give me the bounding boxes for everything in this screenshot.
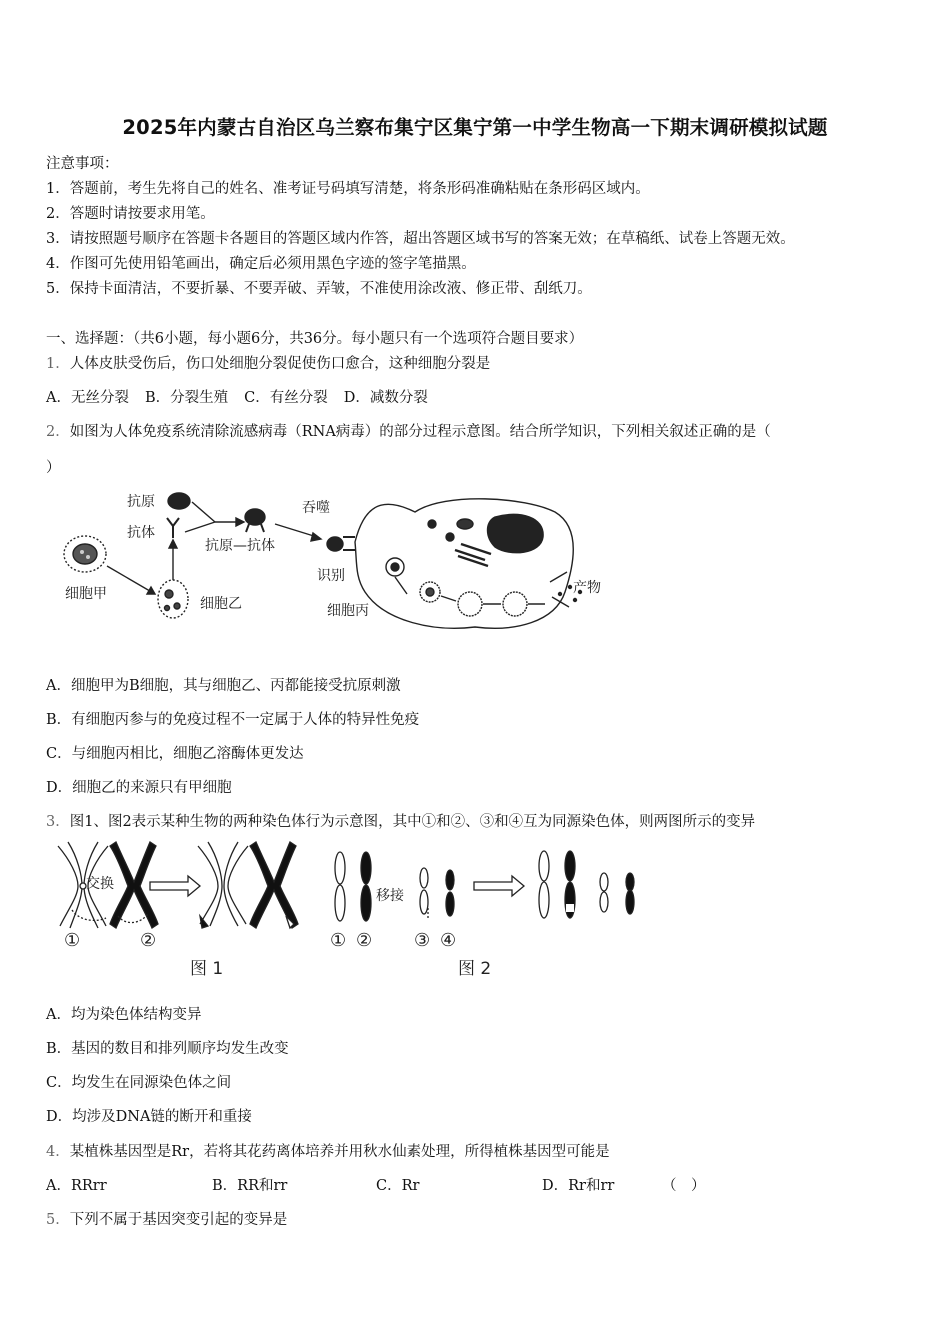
label-m2b: ②	[356, 930, 373, 951]
label-engulf: 吞噬	[302, 500, 330, 516]
option-d: D．减数分裂	[343, 390, 428, 406]
question-text: 如图为人体免疫系统清除流感病毒（RNA病毒）的部分过程示意图。结合所学知识，下列相关叙述正确的是（	[69, 424, 771, 440]
label-m1: ①	[64, 930, 81, 951]
option-a: A．无丝分裂	[46, 390, 129, 406]
q2-option-c: C．与细胞丙相比，细胞乙溶酶体更发达	[46, 746, 304, 762]
notice-heading: 注意事项：	[46, 156, 119, 172]
question-2	[46, 420, 771, 441]
q2-option-d: D．细胞乙的来源只有甲细胞	[46, 780, 232, 796]
fig1-arrow-icon	[150, 876, 200, 896]
q4-option-d: D．Rr和rr	[542, 1178, 615, 1194]
antibody-icon	[167, 518, 179, 538]
label-complex: 抗原—抗体	[205, 538, 275, 554]
q3-option-d: D．均涉及DNA链的断开和重接	[46, 1109, 252, 1125]
section-heading: 一、选择题：（共6小题，每小题6分，共36分。每小题只有一个选项符合题目要求）	[46, 331, 584, 347]
notice-item: 1．答题前，考生先将自己的姓名、准考证号码填写清楚，将条形码准确粘贴在条形码区域内。	[46, 181, 650, 197]
label-m4: ④	[440, 930, 457, 951]
question-5	[46, 1208, 287, 1229]
chromosome-fig2-result	[539, 851, 634, 918]
label-translocate: 移接	[376, 888, 404, 904]
q4-answer-bracket: （ ）	[662, 1178, 706, 1194]
question-text: 图1、图2表示某种生物的两种染色体行为示意图，其中①和②、③和④互为同源染色体，则两图所示的变异	[69, 814, 756, 830]
cell-c-membrane	[355, 499, 573, 628]
antigen-icon	[168, 493, 190, 509]
chromosome-fig2-pair	[335, 852, 454, 921]
label-recognize: 识别	[317, 568, 345, 584]
label-fig1: 图 1	[190, 959, 224, 979]
q3-option-c: C．均发生在同源染色体之间	[46, 1075, 232, 1091]
q4-option-c: C．Rr	[376, 1178, 420, 1194]
cell-b-icon	[158, 580, 188, 618]
label-fig2: 图 2	[458, 959, 492, 979]
label-cell-c: 细胞丙	[327, 603, 369, 619]
question-2-text-cont: ）	[46, 460, 61, 476]
question-number: 2．	[46, 424, 70, 440]
question-text: 下列不属于基因突变引起的变异是	[69, 1212, 288, 1228]
antigen-antibody-complex-icon	[245, 509, 265, 532]
label-antigen: 抗原	[127, 494, 155, 510]
question-number: 5．	[46, 1212, 70, 1228]
q3-option-a: A．均为染色体结构变异	[46, 1007, 202, 1023]
notice-item: 4．作图可先使用铅笔画出，确定后必须用黑色字迹的签字笔描黑。	[46, 256, 476, 272]
fig2-arrow-icon	[474, 876, 524, 896]
q2-option-b: B．有细胞丙参与的免疫过程不一定属于人体的特异性免疫	[46, 712, 420, 728]
question-3	[46, 810, 755, 831]
question-1	[46, 352, 490, 373]
notice-item: 3．请按照题号顺序在答题卡各题目的答题区域内作答，超出答题区域书写的答案无效；在草稿纸、试卷上答题无效。	[46, 231, 795, 247]
q4-option-a: A．RRrr	[46, 1178, 107, 1194]
question-number: 3．	[46, 814, 70, 830]
q4-option-b: B．RR和rr	[212, 1178, 288, 1194]
label-m1b: ①	[330, 930, 347, 951]
label-cell-b: 细胞乙	[200, 596, 242, 612]
question-text: 人体皮肤受伤后，伤口处细胞分裂促使伤口愈合，这种细胞分裂是	[69, 356, 491, 372]
notice-item: 5．保持卡面清洁，不要折暴、不要弄破、弄皱，不准使用涂改液、修正带、刮纸刀。	[46, 281, 592, 297]
question-text: 某植株基因型是Rr，若将其花药离体培养并用秋水仙素处理，所得植株基因型可能是	[69, 1144, 610, 1160]
question-number: 1．	[46, 356, 70, 372]
q2-option-a: A．细胞甲为B细胞，其与细胞乙、丙都能接受抗原刺激	[46, 678, 401, 694]
label-product: 产物	[573, 580, 601, 596]
question-1-options	[46, 386, 444, 407]
chromosome-2-icon	[110, 842, 158, 928]
chromosome-figure	[50, 838, 650, 983]
option-c: C．有丝分裂	[244, 390, 328, 406]
immune-process-figure	[55, 482, 630, 647]
q3-option-b: B．基因的数目和排列顺序均发生改变	[46, 1041, 289, 1057]
page-title: 2025年内蒙古自治区乌兰察布集宁区集宁第一中学生物高一下期末调研模拟试题	[122, 116, 828, 139]
label-cell-a: 细胞甲	[65, 586, 107, 602]
nucleus-icon	[488, 514, 544, 552]
question-4	[46, 1140, 610, 1161]
chromosome-1-result-icon	[198, 842, 248, 926]
question-number: 4．	[46, 1144, 70, 1160]
label-m3: ③	[414, 930, 431, 951]
label-antibody: 抗体	[127, 525, 155, 541]
chromosome-2-result-icon	[250, 842, 298, 928]
cell-a-icon	[64, 536, 106, 572]
option-b: B．分裂生殖	[144, 390, 229, 406]
notice-item: 2．答题时请按要求用笔。	[46, 206, 215, 222]
label-exchange: 交换	[86, 876, 114, 892]
label-m2: ②	[140, 930, 157, 951]
